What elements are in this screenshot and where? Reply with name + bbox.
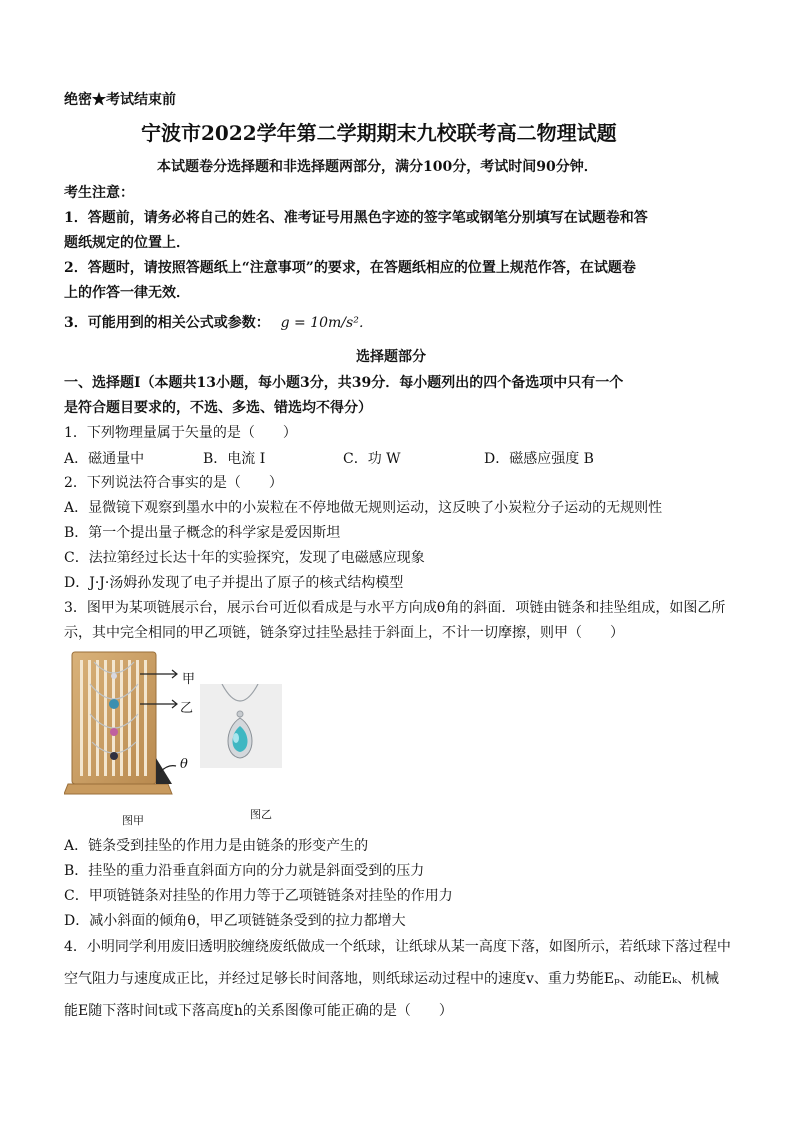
notice-heading: 考生注意：	[64, 185, 134, 201]
q3-option-a: A．链条受到挂坠的作用力是由链条的形变产生的	[64, 838, 369, 854]
label-angle-theta: θ	[180, 757, 188, 772]
notice-item1-line1: 1．答题前，请务必将自己的姓名、准考证号用黑色字迹的签字笔或钢笔分别填写在试题卷和答	[64, 210, 648, 226]
q2-stem: 2．下列说法符合事实的是（ ）	[64, 475, 283, 491]
q3-option-d: D．减小斜面的倾角θ，甲乙项链链条受到的拉力都增大	[64, 913, 406, 929]
q4-stem-line3: 能E随下落时间t或下落高度h的关系图像可能正确的是（ ）	[64, 1003, 453, 1019]
caption-figure-yi: 图乙	[250, 808, 272, 821]
notice-item1-line2: 题纸规定的位置上．	[64, 235, 190, 251]
q2-option-c: C．法拉第经过长达十年的实验探究，发现了电磁感应现象	[64, 550, 425, 566]
q2-option-a: A．显微镜下观察到墨水中的小炭粒在不停地做无规则运动，这反映了小炭粒分子运动的无规则性	[64, 500, 663, 516]
exam-subtitle: 本试题卷分选择题和非选择题两部分，满分100分，考试时间90分钟．	[157, 159, 598, 175]
q3-option-c: C．甲项链链条对挂坠的作用力等于乙项链链条对挂坠的作用力	[64, 888, 453, 904]
q1-stem: 1．下列物理量属于矢量的是（ ）	[64, 425, 297, 441]
q1-option-a: A．磁通量中	[64, 451, 145, 467]
caption-figure-jia: 图甲	[122, 814, 144, 827]
q3-stem-line2: 示，其中完全相同的甲乙项链，链条穿过挂坠悬挂于斜面上，不计一切摩擦，则甲（ ）	[64, 625, 624, 641]
secret-label: 绝密★考试结束前	[64, 92, 176, 108]
q2-option-d: D．J·J·汤姆孙发现了电子并提出了原子的核式结构模型	[64, 575, 404, 591]
q4-stem-line2: 空气阻力与速度成正比，并经过足够长时间落地，则纸球运动过程中的速度v、重力势能Eₚ、动能Eₖ、机械	[64, 971, 720, 987]
notice-item3	[64, 314, 373, 332]
q3-stem-line1: 3．图甲为某项链展示台，展示台可近似看成是与水平方向成θ角的斜面．项链由链条和挂坠组成，如图乙所	[64, 600, 726, 616]
q2-option-b: B．第一个提出量子概念的科学家是爱因斯坦	[64, 525, 341, 541]
q1-option-b: B．电流 I	[203, 451, 266, 467]
exam-title: 宁波市2022学年第二学期期末九校联考高二物理试题	[141, 121, 617, 145]
notice-item3-text: 3．可能用到的相关公式或参数：	[64, 315, 270, 331]
pendant-photo-figure	[200, 684, 282, 768]
label-necklace-yi: 乙	[180, 701, 194, 716]
label-necklace-jia: 甲	[182, 672, 196, 687]
part1-instructions-line1: 一、选择题Ⅰ（本题共13小题，每小题3分，共39分．每小题列出的四个备选项中只有一个	[64, 375, 624, 391]
q1-option-c: C．功 W	[343, 451, 401, 467]
part1-instructions-line2: 是符合题目要求的，不选、多选、错选均不得分）	[64, 400, 372, 416]
gravity-formula: g = 10m/s²．	[280, 315, 373, 331]
notice-item2-line2: 上的作答一律无效．	[64, 285, 190, 301]
q1-option-d: D．磁感应强度 B	[484, 451, 594, 467]
section-title: 选择题部分	[356, 349, 426, 365]
q3-option-b: B．挂坠的重力沿垂直斜面方向的分力就是斜面受到的压力	[64, 863, 425, 879]
notice-item2-line1: 2．答题时，请按照答题纸上“注意事项”的要求，在答题纸相应的位置上规范作答，在试题卷	[64, 260, 636, 276]
q4-stem-line1: 4．小明同学利用废旧透明胶缠绕废纸做成一个纸球，让纸球从某一高度下落，如图所示，若纸球下落过程中	[64, 939, 731, 955]
